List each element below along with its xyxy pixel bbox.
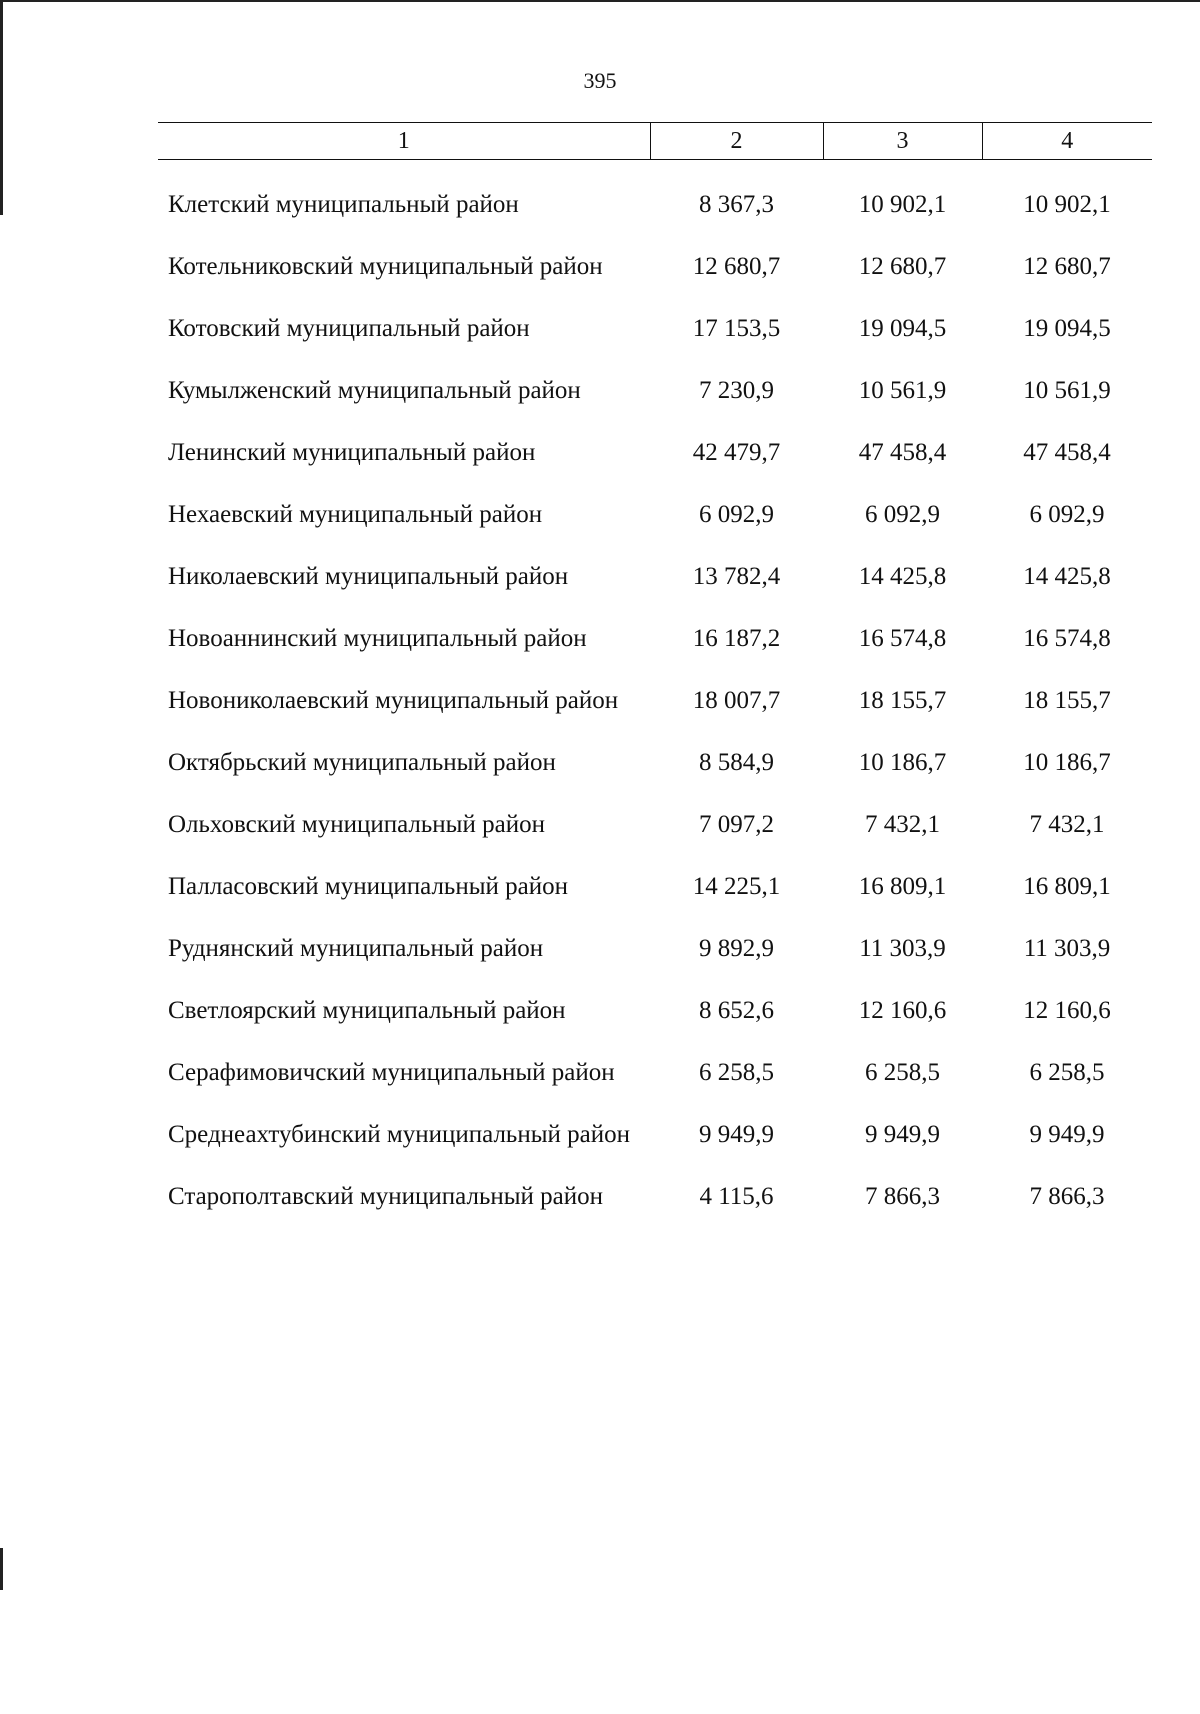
value-col-3-cell: 16 809,1 <box>858 873 947 900</box>
table-row <box>158 684 1152 746</box>
value-col-3-cell: 18 155,7 <box>858 687 947 714</box>
value-col-4-cell: 6 258,5 <box>1029 1059 1105 1086</box>
value-col-4-cell: 18 155,7 <box>1023 687 1111 714</box>
value-col-2-cell: 16 187,2 <box>692 625 781 652</box>
table-row <box>158 932 1152 994</box>
header-col-2: 2 <box>650 123 823 160</box>
value-col-4-cell: 11 303,9 <box>1023 935 1111 962</box>
table-row <box>158 994 1152 1056</box>
value-col-3-cell: 7 866,3 <box>865 1183 940 1210</box>
table-body <box>158 160 1152 1243</box>
table-row <box>158 622 1152 684</box>
value-col-3-cell: 7 432,1 <box>865 811 940 838</box>
value-col-2-cell: 14 225,1 <box>692 873 781 900</box>
value-col-2-cell: 17 153,5 <box>692 315 781 342</box>
value-col-3-cell: 10 902,1 <box>858 191 947 218</box>
district-name-cell: Старополтавский муниципальный район <box>168 1183 603 1210</box>
table-row <box>158 250 1152 312</box>
value-col-4-cell: 16 809,1 <box>1023 873 1111 900</box>
scan-edge-left <box>0 0 3 215</box>
page-number: 395 <box>583 68 617 93</box>
value-col-2-cell: 18 007,7 <box>692 687 781 714</box>
value-col-3-cell: 19 094,5 <box>858 315 947 342</box>
value-col-2-cell: 13 782,4 <box>692 563 781 590</box>
table-row <box>158 498 1152 560</box>
table-row <box>158 312 1152 374</box>
table-row <box>158 374 1152 436</box>
district-name-cell: Серафимовичский муниципальный район <box>168 1059 615 1086</box>
value-col-3-cell: 10 186,7 <box>858 749 947 776</box>
value-col-2-cell: 8 652,6 <box>699 997 774 1024</box>
header-col-3: 3 <box>823 123 982 160</box>
table-spacer <box>158 160 1152 189</box>
value-col-3-cell: 10 561,9 <box>858 377 947 404</box>
table-row <box>158 188 1152 250</box>
table-row <box>158 808 1152 870</box>
district-name-cell: Руднянский муниципальный район <box>168 935 544 962</box>
table-row <box>158 746 1152 808</box>
value-col-3-cell: 14 425,8 <box>858 563 947 590</box>
value-col-2-cell: 7 230,9 <box>699 377 774 404</box>
district-name-cell: Светлоярский муниципальный район <box>168 997 566 1024</box>
value-col-2-cell: 9 892,9 <box>699 935 774 962</box>
table-row <box>158 436 1152 498</box>
value-col-4-cell: 6 092,9 <box>1029 501 1105 528</box>
budget-table <box>158 122 1152 1242</box>
district-name-cell: Среднеахтубинский муниципальный район <box>168 1121 630 1148</box>
value-col-2-cell: 8 367,3 <box>699 191 774 218</box>
district-name-cell: Нехаевский муниципальный район <box>168 501 543 528</box>
table-row <box>158 870 1152 932</box>
value-col-3-cell: 6 258,5 <box>865 1059 940 1086</box>
district-name-cell: Новоаннинский муниципальный район <box>168 625 587 652</box>
value-col-3-cell: 6 092,9 <box>865 501 940 528</box>
value-col-2-cell: 42 479,7 <box>692 439 781 466</box>
table-row <box>158 1180 1152 1242</box>
scan-edge-left-lower <box>0 1548 3 1590</box>
value-col-2-cell: 9 949,9 <box>699 1121 774 1148</box>
value-col-4-cell: 12 680,7 <box>1023 253 1111 280</box>
value-col-4-cell: 7 866,3 <box>1029 1183 1105 1210</box>
header-col-1: 1 <box>158 123 650 160</box>
value-col-4-cell: 10 902,1 <box>1023 191 1111 218</box>
district-name-cell: Котовский муниципальный район <box>168 315 530 342</box>
value-col-3-cell: 12 680,7 <box>858 253 947 280</box>
table-row <box>158 560 1152 622</box>
value-col-4-cell: 16 574,8 <box>1023 625 1111 652</box>
value-col-2-cell: 8 584,9 <box>699 749 774 776</box>
district-name-cell: Новониколаевский муниципальный район <box>168 687 619 714</box>
table-row <box>158 1118 1152 1180</box>
value-col-4-cell: 19 094,5 <box>1023 315 1111 342</box>
table-header <box>158 123 1152 160</box>
district-name-cell: Ленинский муниципальный район <box>168 439 536 466</box>
value-col-3-cell: 12 160,6 <box>858 997 947 1024</box>
value-col-4-cell: 14 425,8 <box>1023 563 1111 590</box>
value-col-2-cell: 6 092,9 <box>699 501 774 528</box>
value-col-4-cell: 9 949,9 <box>1029 1121 1105 1148</box>
value-col-2-cell: 4 115,6 <box>699 1183 774 1210</box>
value-col-3-cell: 16 574,8 <box>858 625 947 652</box>
value-col-2-cell: 12 680,7 <box>692 253 781 280</box>
value-col-3-cell: 11 303,9 <box>859 935 946 962</box>
value-col-4-cell: 10 186,7 <box>1023 749 1111 776</box>
value-col-3-cell: 47 458,4 <box>858 439 947 466</box>
district-name-cell: Ольховский муниципальный район <box>168 811 545 838</box>
scan-edge-top <box>0 0 1200 2</box>
table-row <box>158 1056 1152 1118</box>
district-name-cell: Клетский муниципальный район <box>168 191 519 218</box>
district-name-cell: Палласовский муниципальный район <box>168 873 568 900</box>
district-name-cell: Кумылженский муниципальный район <box>168 377 581 404</box>
district-name-cell: Октябрьский муниципальный район <box>168 749 556 776</box>
district-name-cell: Котельниковский муниципальный район <box>168 253 603 280</box>
value-col-2-cell: 7 097,2 <box>699 811 774 838</box>
header-col-4: 4 <box>982 123 1152 160</box>
value-col-4-cell: 12 160,6 <box>1023 997 1111 1024</box>
header-row <box>158 123 1152 160</box>
value-col-2-cell: 6 258,5 <box>699 1059 774 1086</box>
value-col-4-cell: 10 561,9 <box>1023 377 1111 404</box>
value-col-3-cell: 9 949,9 <box>865 1121 940 1148</box>
value-col-4-cell: 7 432,1 <box>1029 811 1105 838</box>
value-col-4-cell: 47 458,4 <box>1023 439 1111 466</box>
district-name-cell: Николаевский муниципальный район <box>168 563 569 590</box>
